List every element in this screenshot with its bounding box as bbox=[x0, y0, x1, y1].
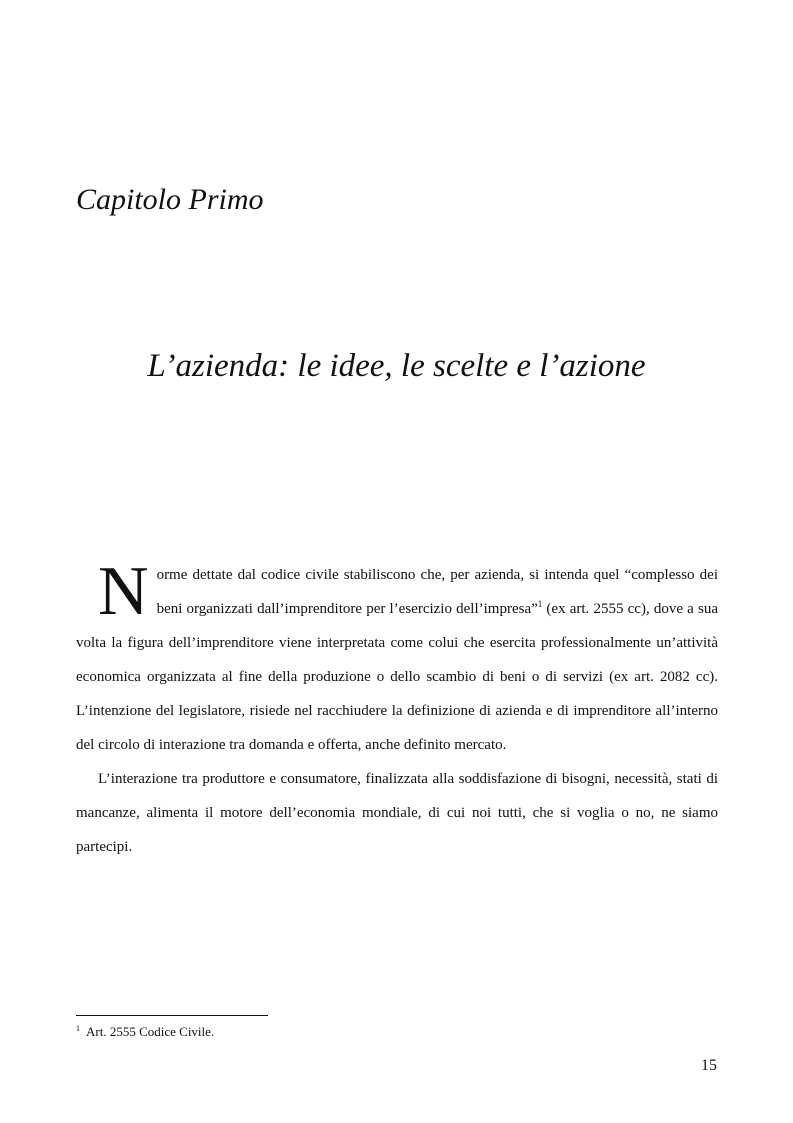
paragraph-1 bbox=[76, 553, 718, 762]
footnote-number: 1 bbox=[76, 1023, 80, 1033]
page-number: 15 bbox=[701, 1057, 717, 1074]
footnote-text: Art. 2555 Codice Civile. bbox=[86, 1024, 215, 1039]
paragraph-1-text-part2: (ex art. 2555 cc), dove a sua volta la figura dell’imprenditore viene interpretata come colui che esercita professionalmente un’attività economica organizzata al fine della produzione o dello scambio di beni o di servizi (ex art. 2082 cc). L’intenzione del legislatore, risiede nel racchiudere la definizione di azienda e di imprenditore all’interno del circolo di interazione tra domanda e offerta, anche definito mercato. bbox=[76, 601, 718, 753]
footnote bbox=[76, 1024, 214, 1040]
chapter-label: Capitolo Primo bbox=[76, 183, 264, 216]
paragraph-2: L’interazione tra produttore e consumatore, finalizzata alla soddisfazione di bisogni, necessità, stati di mancanze, alimenta il motore dell’economia mondiale, di cui noi tutti, che si voglia o no, ne siamo partecipi. bbox=[76, 771, 718, 855]
paragraph-1-text-part1: orme dettate dal codice civile stabiliscono che, per azienda, si intenda quel “complesso dei beni organizzati dall’imprenditore per l’esercizio dell’impresa” bbox=[156, 567, 718, 617]
body-text bbox=[76, 553, 718, 864]
footnote-divider bbox=[76, 1015, 268, 1016]
footnote-reference[interactable]: 1 bbox=[537, 599, 543, 609]
chapter-title: L’azienda: le idee, le scelte e l’azione bbox=[147, 348, 646, 384]
drop-cap: N bbox=[98, 553, 149, 630]
